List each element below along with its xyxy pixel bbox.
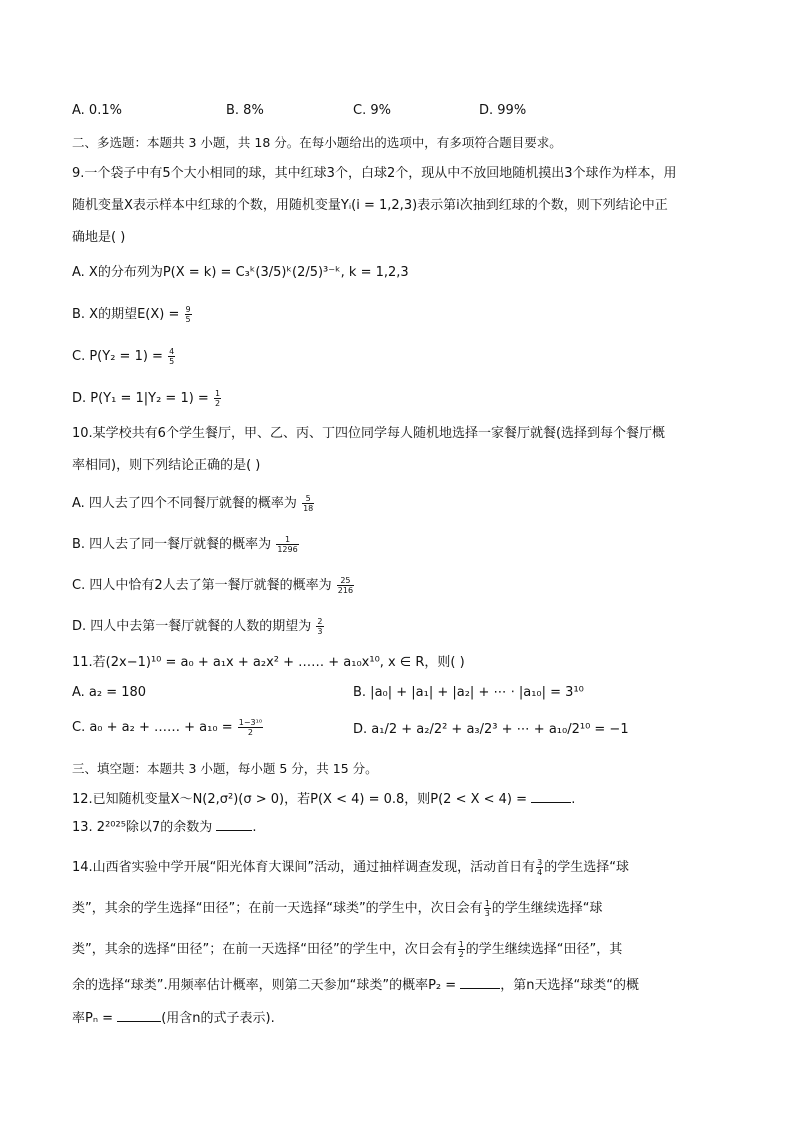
- fraction-numerator: 5: [302, 494, 314, 504]
- q8-option-c: C. 9%: [353, 103, 391, 118]
- q14-line2-text-b: 的学生继续选择“球: [491, 901, 603, 916]
- fraction-numerator: 3: [537, 858, 543, 867]
- q10-option-b-fraction: [276, 535, 298, 554]
- q14-line3-text-a: 类”，其余的选择“田径”；在前一天选择“田径”的学生中，次日会有: [72, 942, 457, 957]
- fraction-denominator: 18: [303, 504, 314, 513]
- q14-line5-text-a: 率Pₙ =: [72, 1011, 114, 1026]
- fraction-denominator: 2: [458, 950, 464, 959]
- q14-line2: [72, 899, 603, 919]
- q9-option-c-fraction: [168, 347, 175, 366]
- q10-option-b: [72, 535, 300, 555]
- q14-fraction-3-4: [536, 858, 543, 877]
- q10-option-b-text: B. 四人去了同一餐厅就餐的概率为: [72, 537, 272, 552]
- q10-option-d-fraction: [316, 617, 323, 636]
- q9-option-c-text: C. P(Y₂ = 1) =: [72, 349, 163, 364]
- q10-stem-line2: 率相同)，则下列结论正确的是( ): [72, 458, 261, 473]
- q9-option-b-text: B. X的期望E(X) =: [72, 307, 180, 322]
- q9-option-b-fraction: [185, 305, 192, 324]
- fraction-numerator: 25: [337, 576, 354, 586]
- q8-option-a: A. 0.1%: [72, 103, 122, 118]
- q9-stem-line1: 9.一个袋子中有5个大小相同的球，其中红球3个，白球2个，现从中不放回地随机摸出3个球作为样本，用: [72, 166, 677, 181]
- q14-line4-text-b: ，第n天选择“球类“的概: [500, 978, 640, 993]
- fraction-numerator: 1: [484, 899, 490, 908]
- q10-option-a-text: A. 四人去了四个不同餐厅就餐的概率为: [72, 496, 297, 511]
- q10-option-c: [72, 576, 355, 596]
- q9-option-b: [72, 305, 193, 325]
- q10-option-a-fraction: [302, 494, 314, 513]
- q9-option-d-fraction: [214, 389, 221, 408]
- q11-option-c-text: C. a₀ + a₂ + …… + a₁₀ =: [72, 720, 233, 735]
- q14-line3: [72, 940, 622, 960]
- q8-option-b: B. 8%: [226, 103, 264, 118]
- q11-option-a: A. a₂ = 180: [72, 685, 147, 700]
- q10-option-c-text: C. 四人中恰有2人去了第一餐厅就餐的概率为: [72, 578, 332, 593]
- q12-end: .: [571, 792, 576, 807]
- fraction-denominator: 216: [337, 586, 354, 595]
- q14-line1-text-b: 的学生选择“球: [544, 860, 629, 875]
- q14-line5-text-b: (用含n的式子表示).: [161, 1011, 275, 1026]
- q13-text: 13. 2²⁰²⁵除以7的余数为: [72, 820, 213, 835]
- q14-answer-blank-p2[interactable]: [460, 976, 500, 989]
- fraction-denominator: 5: [185, 315, 191, 324]
- fraction-denominator: 2: [247, 728, 253, 737]
- fraction-denominator: 3: [484, 909, 490, 918]
- q12-answer-blank[interactable]: [531, 790, 571, 803]
- q12-text: 12.已知随机变量X～N(2,σ²)(σ > 0)，若P(X < 4) = 0.8，则P(2 < X < 4) =: [72, 792, 528, 807]
- q13-end: .: [252, 820, 257, 835]
- fraction-numerator: 1−3¹⁰: [238, 718, 263, 727]
- q8-option-d: D. 99%: [479, 103, 527, 118]
- q10-option-a: [72, 494, 315, 514]
- q9-option-c: [72, 347, 176, 367]
- q14-line4: [72, 976, 639, 996]
- q9-option-d: [72, 389, 222, 409]
- q14-fraction-1-3: [484, 899, 491, 918]
- q12: [72, 790, 575, 810]
- fraction-denominator: 2: [214, 399, 221, 408]
- q14-line2-text-a: 类”，其余的学生选择“田径”；在前一天选择“球类”的学生中，次日会有: [72, 901, 483, 916]
- q13: [72, 818, 256, 838]
- section-2-heading: 二、多选题：本题共 3 小题，共 18 分。在每小题给出的选项中，有多项符合题目要求。: [72, 135, 562, 150]
- q14-fraction-1-2: [458, 940, 465, 959]
- q14-line3-text-b: 的学生继续选择“田径”，其: [465, 942, 623, 957]
- q9-option-d-text: D. P(Y₁ = 1|Y₂ = 1) =: [72, 391, 209, 406]
- section-3-heading: 三、填空题：本题共 3 小题，每小题 5 分，共 15 分。: [72, 761, 378, 776]
- q9-stem-line2: 随机变量X表示样本中红球的个数，用随机变量Yᵢ(i = 1,2,3)表示第i次抽到红球的个数，则下列结论中正: [72, 198, 668, 213]
- q14-line1: [72, 858, 629, 878]
- q10-option-d: [72, 617, 325, 637]
- q9-option-a: A. X的分布列为P(X = k) = C₃ᵏ(3/5)ᵏ(2/5)³⁻ᵏ, k = 1,2,3: [72, 265, 409, 280]
- q14-line1-text-a: 14.山西省实验中学开展“阳光体育大课间”活动，通过抽样调查发现，活动首日有: [72, 860, 536, 875]
- fraction-numerator: 1: [458, 940, 464, 949]
- q11-option-c: [72, 718, 264, 737]
- q9-stem-line3: 确地是( ): [72, 230, 126, 245]
- fraction-denominator: 1296: [277, 545, 298, 554]
- q14-answer-blank-pn[interactable]: [117, 1009, 161, 1022]
- q13-answer-blank[interactable]: [216, 818, 252, 831]
- q14-line5: [72, 1009, 275, 1029]
- q10-option-c-fraction: [337, 576, 354, 595]
- fraction-numerator: 1: [276, 535, 298, 545]
- fraction-denominator: 5: [169, 357, 175, 366]
- fraction-numerator: 9: [185, 305, 191, 314]
- fraction-numerator: 2: [317, 617, 323, 626]
- q11-option-c-fraction: [238, 718, 263, 737]
- q10-option-d-text: D. 四人中去第一餐厅就餐的人数的期望为: [72, 619, 312, 634]
- q11-option-d: D. a₁/2 + a₂/2² + a₃/2³ + ⋯ + a₁₀/2¹⁰ = −1: [353, 722, 629, 737]
- q11-option-b: B. |a₀| + |a₁| + |a₂| + ⋯ ⋅ |a₁₀| = 3¹⁰: [353, 685, 584, 700]
- q11-stem: 11.若(2x−1)¹⁰ = a₀ + a₁x + a₂x² + …… + a₁₀x¹⁰, x ∈ R，则( ): [72, 655, 465, 670]
- fraction-numerator: 1: [214, 389, 221, 398]
- fraction-denominator: 3: [317, 627, 323, 636]
- q14-line4-text-a: 余的选择“球类”.用频率估计概率，则第二天参加“球类”的概率P₂ =: [72, 978, 457, 993]
- fraction-denominator: 4: [537, 868, 543, 877]
- q10-stem-line1: 10.某学校共有6个学生餐厅，甲、乙、丙、丁四位同学每人随机地选择一家餐厅就餐(选择到每个餐厅概: [72, 426, 666, 441]
- fraction-numerator: 4: [169, 347, 175, 356]
